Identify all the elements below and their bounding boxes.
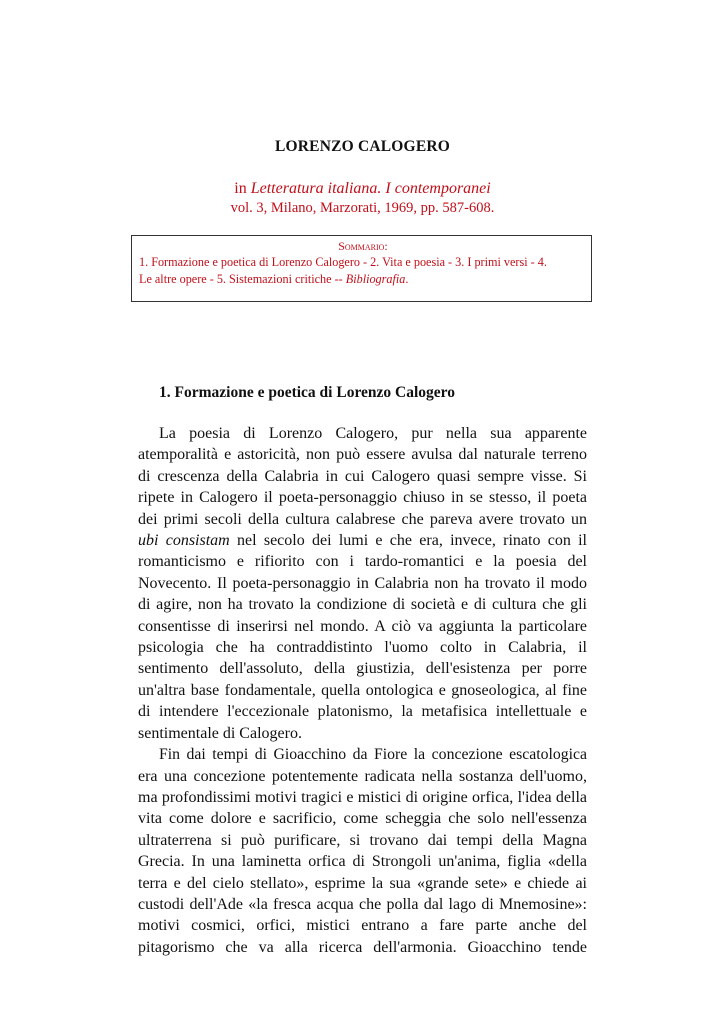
citation-details: vol. 3, Milano, Marzorati, 1969, pp. 587-608. xyxy=(230,200,495,216)
paragraph-line: romanticismo e rifiorito con i tardo-romantici e la poesia del xyxy=(138,553,587,571)
paragraph-line: era una concezione potentemente radicata nella sostanza dell'uomo, xyxy=(138,767,587,785)
paragraph-line: La poesia di Lorenzo Calogero, pur nella sua apparente xyxy=(159,425,587,442)
paragraph-line: motivi cosmici, orfici, mistici entrano a fare parte anche del xyxy=(138,917,587,935)
summary-bibliography: Bibliografia xyxy=(345,272,406,286)
document-title: LORENZO CALOGERO xyxy=(274,138,451,155)
paragraph-line: di agire, non ha trovato la condizione di società e di cultura che gli xyxy=(138,596,587,614)
paragraph-line: ultraterrena si può purificare, si trovano dai tempi della Magna xyxy=(138,831,587,849)
paragraph-line-rest: nel secolo dei lumi e che era, invece, rinato con il xyxy=(229,532,588,550)
paragraph-line: Novecento. Il poeta-personaggio in Calabria non ha trovato il modo xyxy=(138,574,587,592)
paragraph-line: Fin dai tempi di Gioacchino da Fiore la concezione escatologica xyxy=(159,746,587,764)
summary-box xyxy=(131,235,592,302)
paragraph-line: di crescenza della Calabria in cui Calogero quasi sempre visse. Si xyxy=(138,467,587,485)
paragraph-1 xyxy=(138,423,587,744)
paragraph-line: Grecia. In una laminetta orfica di Strongoli un'anima, figlia «della xyxy=(138,853,587,871)
citation-prefix: in xyxy=(234,180,251,197)
summary-line-2 xyxy=(139,271,587,288)
paragraph-line: dei primi secoli della cultura calabrese che pareva avere trovato un xyxy=(138,510,587,528)
section-heading: 1. Formazione e poetica di Lorenzo Calogero xyxy=(159,384,456,401)
italic-phrase: ubi consistam xyxy=(138,532,230,550)
paragraph-line: vita come dolore e sacrificio, come scheggia che solo nell'essenza xyxy=(138,810,587,828)
citation-book-title: Letteratura italiana. I contemporanei xyxy=(250,180,491,197)
paragraph-line: un'altra base fondamentale, quella ontologica e gnoseologica, al fine xyxy=(138,681,587,699)
paragraph-line xyxy=(138,530,587,551)
summary-line-2-text: Le altre opere - 5. Sistemazioni critiche -- xyxy=(139,272,346,286)
body-text xyxy=(138,423,587,958)
paragraph-line: ripete in Calogero il poeta-personaggio chiuso in se stesso, il poeta xyxy=(138,489,587,507)
paragraph-2 xyxy=(138,744,587,958)
citation xyxy=(0,178,725,218)
paragraph-line: atemporalità e astoricità, non può essere avulsa dal naturale terreno xyxy=(138,446,587,464)
paragraph-line: ma profondissimi motivi tragici e mistici di origine orfica, l'idea della xyxy=(138,788,587,806)
paragraph-line: di intendere l'eccezionale platonismo, la metafisica intellettuale e xyxy=(138,703,587,721)
paragraph-line: consentisse di inserirsi nel mondo. A ciò va aggiunta la particolare xyxy=(138,617,587,635)
paragraph-line: sentimentale di Calogero. xyxy=(138,724,302,742)
summary-heading: Sommario: xyxy=(338,239,388,253)
citation-source xyxy=(0,178,725,199)
paragraph-line: pitagorismo che va alla ricerca dell'armonia. Gioacchino tende xyxy=(138,938,587,956)
summary-line-1: 1. Formazione e poetica di Lorenzo Calogero - 2. Vita e poesia - 3. I primi versi - 4. xyxy=(139,255,547,269)
paragraph-line: terra e del cielo stellato», esprime la sua «grande sete» e chiede ai xyxy=(138,874,587,892)
paragraph-line: custodi dell'Ade «la fresca acqua che polla dal lago di Mnemosine»: xyxy=(138,895,587,913)
summary-line-2-end: . xyxy=(405,272,409,286)
paragraph-line: sentimento dell'assoluto, della giustizia, dell'esistenza per porre xyxy=(138,660,587,678)
paragraph-line: psicologia che ha contraddistinto l'uomo colto in Calabria, il xyxy=(138,639,587,657)
